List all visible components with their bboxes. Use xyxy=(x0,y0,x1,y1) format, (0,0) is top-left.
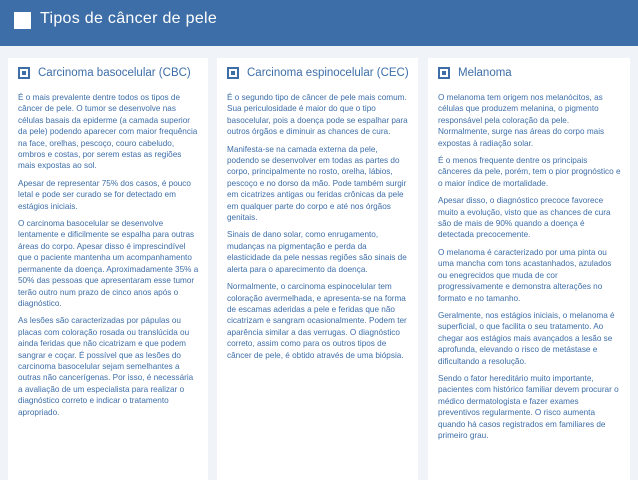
column-header xyxy=(18,62,200,84)
page-header xyxy=(0,0,638,46)
paragraph: O melanoma tem origem nos melanócitos, as células que produzem melanina, o pigmento responsável pela coloração da pele. Normalmente, surge nas áreas do corpo mais expostas à radiação solar. xyxy=(438,93,605,148)
paragraph: Geralmente, nos estágios iniciais, o melanoma é superficial, o que facilita o seu tratamento. Ao chegar aos estágios mais avançados a lesão se aprofunda, elevando o risco de metástase e dificultando a resolução. xyxy=(438,310,615,366)
column-melanoma xyxy=(428,58,630,480)
paragraph: É o mais prevalente dentre todos os tipos de câncer de pele. O tumor se desenvolve nas células basais da epiderme (a camada superior da pele) podendo aparecer com maior frequência na face, orelhas, pescoço, couro cabeludo, ombros e costas, por serem estas as regiões mais expostas ao sol. xyxy=(18,93,198,171)
paragraph: Sendo o fator hereditário muito importante, pacientes com histórico familiar devem procurar o médico dermatologista e fazer exames preventivos regularmente. O risco aumenta quando há casos registrados em familiares de primeiro grau. xyxy=(438,373,619,440)
column-cec xyxy=(217,58,418,480)
column-header xyxy=(227,62,410,84)
checkbox-square-icon xyxy=(18,67,30,79)
paragraph: Normalmente, o carcinoma espinocelular tem coloração avermelhada, e apresenta-se na forma de escamas aderidas a pele e feridas que não cicatrizam e sangram ocasionalmente. Podem ter aparência similar a das verrugas. O diagnóstico correto, assim como para os outros tipos de câncer de pele, é obtido através de uma biópsia. xyxy=(227,282,407,360)
paragraph: É o menos frequente dentre os principais cânceres da pele, porém, tem o pior prognóstico e o maior índice de mortalidade. xyxy=(438,156,621,188)
paragraph: Apesar de representar 75% dos casos, é pouco letal e pode ser curado se for detectado em estágios iniciais. xyxy=(18,178,191,211)
column-header xyxy=(438,62,622,84)
page-title: Tipos de câncer de pele xyxy=(40,10,218,27)
checkbox-square-icon xyxy=(438,67,450,79)
column-title: Carcinoma espinocelular (CEC) xyxy=(247,67,409,79)
paragraph: Apesar disso, o diagnóstico precoce favorece muito a evolução, visto que as chances de cura são de mais de 90% quando a doença é detectada precocemente. xyxy=(438,196,611,240)
column-cbc xyxy=(8,58,208,480)
paragraph: O melanoma é caracterizado por uma pinta ou uma mancha com tons acastanhados, azulados ou enegrecidos que muda de cor progressivamente e demonstra alterações no formato e no tamanho. xyxy=(438,247,612,303)
column-title: Melanoma xyxy=(458,67,512,79)
paragraph: O carcinoma basocelular se desenvolve lentamente e dificilmente se espalha para outras áreas do corpo. Apesar disso é imprescindível que o paciente mantenha um acompanhamento permanente da doença. Aproximadamente 35% a 50% das pessoas que apresentaram esse tumor terão outro num prazo de cinco anos após o diagnóstico. xyxy=(18,219,199,308)
column-title: Carcinoma basocelular (CBC) xyxy=(38,67,191,79)
checkbox-square-icon xyxy=(227,67,239,79)
paragraph: Sinais de dano solar, como enrugamento, mudanças na pigmentação e perda da elasticidade da pele nessas regiões são sinais de alerta para o aparecimento da doença. xyxy=(227,230,407,274)
paragraph: É o segundo tipo de câncer de pele mais comum. Sua periculosidade é maior do que o tipo basocelular, pois a doença pode se espalhar para outros órgãos e diminuir as chances de cura. xyxy=(227,93,408,137)
square-icon xyxy=(14,12,31,29)
paragraph: As lesões são caracterizadas por pápulas ou placas com coloração rosada ou translúcida ou ainda feridas que não cicatrizam e que podem sangrar e coçar. É possível que as lesões do carcinoma basocelular sejam semelhantes a outras não cancerígenas. Por isso, é necessária a avaliação de um especialista para realizar o diagnóstico correto e indicar o tratamento apropriado. xyxy=(18,316,194,417)
paragraph: Manifesta-se na camada externa da pele, podendo se desenvolver em todas as partes do corpo, principalmente no rosto, orelha, lábios, pescoço e no dorso da mão. Pode também surgir em cicatrizes antigas ou feridas crônicas da pele em qualquer parte do corpo e até nos órgãos genitais. xyxy=(227,144,407,223)
